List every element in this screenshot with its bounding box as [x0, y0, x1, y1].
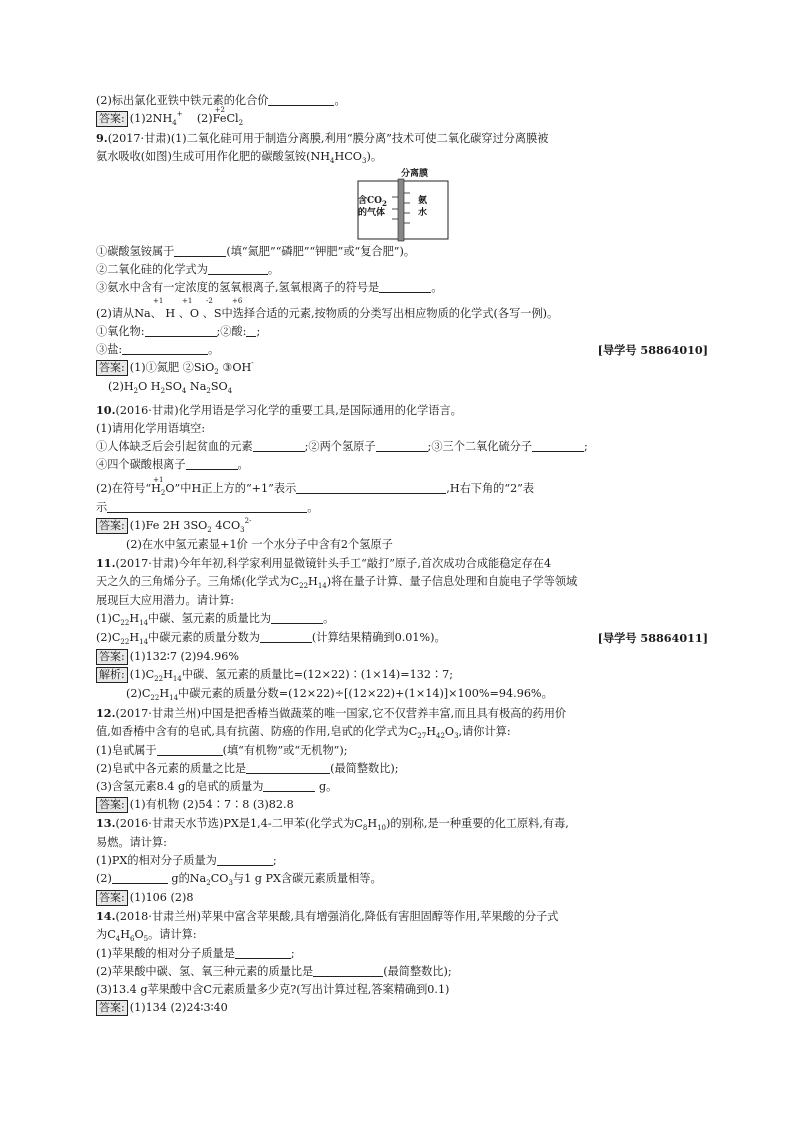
- question-9-2: [96, 261, 708, 279]
- question-14-3: [96, 981, 708, 999]
- subscript: 2: [206, 387, 211, 395]
- answer-text: Na: [186, 380, 207, 393]
- answer-blank[interactable]: [186, 457, 238, 470]
- explanation-label: 解析:: [96, 667, 128, 683]
- question-12-stem: [96, 704, 708, 723]
- question-text: (2016·甘肃天水节选)PX是1,4-二甲苯(化学式为C: [115, 817, 363, 830]
- question-text: 天之久的三角烯分子。三角烯(化学式为C: [96, 575, 300, 588]
- answer-line: [96, 106, 708, 129]
- question-text: ①人体缺乏后会引起贫血的元素: [96, 440, 253, 453]
- subscript: 2: [160, 387, 166, 395]
- reference-number: [导学号 58864011]: [597, 631, 708, 645]
- answer-text: (1)Fe 2H 3SO: [129, 519, 208, 532]
- question-14-1: [96, 945, 708, 963]
- question-9-stem: [96, 129, 708, 148]
- question-text: ;②酸:: [216, 325, 247, 338]
- valence-marks: [96, 297, 708, 305]
- answer-text: (1)106 (2)8: [129, 891, 194, 904]
- question-11-stem-cont: [96, 573, 708, 592]
- answer-text: (2)H: [108, 380, 134, 393]
- question-10-stem: [96, 401, 708, 420]
- question-text: ;: [272, 854, 277, 867]
- question-text: CO: [210, 872, 229, 885]
- answer-label: 答案:: [96, 890, 128, 906]
- question-text: (1)苹果酸的相对分子质量是: [96, 947, 235, 960]
- subscript: 4: [115, 935, 121, 943]
- answer-blank[interactable]: [217, 853, 273, 866]
- answer-text: (2): [196, 112, 213, 125]
- question-text: H: [129, 612, 140, 625]
- question-13-stem-cont: [96, 834, 708, 852]
- figure-left-label: [358, 195, 387, 219]
- subscript: 22: [154, 675, 164, 683]
- question-text: ④四个碳酸根离子: [96, 458, 186, 471]
- question-text: (2017·甘肃)今年年初,科学家利用显微镜针头手工“敲打”原子,首次成功合成能稳定存在4: [115, 557, 552, 570]
- question-14-stem: [96, 907, 708, 926]
- question-text: (1)PX的相对分子质量为: [96, 854, 217, 867]
- figure-right-text: 水: [418, 208, 428, 218]
- explanation-text: (2)C: [126, 687, 151, 700]
- subscript: 14: [139, 619, 149, 627]
- answer-label: 答案:: [96, 518, 128, 534]
- question-text: O: [134, 928, 144, 941]
- answer-label: 答案:: [96, 360, 128, 376]
- question-text: (1)请用化学用语填空:: [96, 422, 206, 435]
- subscript: 14: [172, 675, 182, 683]
- question-text: g的Na: [167, 872, 207, 885]
- question-text: )。: [366, 150, 383, 163]
- question-11-1: [96, 610, 708, 629]
- question-text: ,H右下角的“2”表: [446, 482, 535, 495]
- answer-blank[interactable]: [376, 439, 428, 452]
- question-text: ③氨水中含有一定浓度的氢氧根离子,氢氧根离子的符号是: [96, 281, 380, 294]
- worksheet-page: [96, 92, 708, 1017]
- question-text: 与1 g PX含碳元素质量相等。: [232, 872, 382, 885]
- answer-label: 答案:: [96, 1000, 128, 1016]
- question-text: H: [151, 482, 161, 495]
- question-text: 。: [237, 458, 249, 471]
- subscript: 2: [160, 489, 166, 497]
- question-text: ①碳酸氢铵属于: [96, 245, 175, 258]
- question-text: H: [120, 928, 130, 941]
- question-text: ③盐:: [96, 343, 123, 356]
- question-text: (最简整数比);: [330, 762, 399, 775]
- membrane-diagram: [96, 167, 708, 243]
- answer-text: (1)132∶7 (2)94.96%: [129, 650, 240, 663]
- answer-blank[interactable]: [253, 439, 305, 452]
- question-text: (2)请从Na、 H 、O 、S中选择合适的元素,按物质的分类写出相应物质的化学式(各写一例)。: [96, 307, 559, 320]
- subscript: 2: [214, 368, 219, 376]
- question-number: 9.: [96, 131, 108, 145]
- answer-line-cont: [96, 536, 708, 554]
- answer-blank[interactable]: [157, 743, 223, 756]
- valence-formula: [151, 476, 164, 498]
- question-text: (1)C: [96, 612, 121, 625]
- question-9-6: [96, 341, 708, 359]
- answer-blank[interactable]: [208, 262, 268, 275]
- question-12-2: [96, 760, 708, 778]
- subscript: 14: [317, 582, 327, 590]
- question-10-5: [96, 499, 708, 517]
- answer-text: O H: [138, 380, 161, 393]
- question-text: 。: [323, 612, 335, 625]
- answer-blank[interactable]: [235, 946, 291, 959]
- question-13-stem: [96, 814, 708, 834]
- explanation-line: [96, 666, 708, 685]
- question-text: )的别称,是一种重要的化工原料,有毒,: [386, 817, 569, 830]
- subscript: 2: [206, 879, 211, 887]
- subscript: 8: [362, 824, 368, 832]
- answer-blank[interactable]: [271, 611, 323, 624]
- answer-text: (2)在水中氢元素显+1价 一个水分子中含有2个氢原子: [126, 538, 393, 551]
- subscript: 10: [377, 824, 386, 832]
- answer-blank[interactable]: [145, 324, 217, 337]
- question-text: 。: [307, 501, 319, 514]
- question-9-5: [96, 323, 708, 341]
- figure-title: 分离膜: [401, 169, 429, 179]
- question-text: (最简整数比);: [383, 965, 452, 978]
- question-11-stem-cont2: [96, 592, 708, 610]
- answer-text: FeCl: [212, 112, 239, 125]
- question-text: 。请计算:: [148, 928, 197, 941]
- explanation-text: 中碳元素的质量分数=(12×22)÷[(12×22)+(1×14)]×100%=94.96%。: [178, 687, 553, 700]
- explanation-line-cont: [96, 685, 708, 704]
- subscript: 5: [143, 935, 149, 943]
- answer-text: 4CO: [211, 519, 241, 532]
- question-10-1: [96, 420, 708, 438]
- question-text: (2)标出氯化亚铁中铁元素的化合价: [96, 94, 269, 107]
- question-line: [96, 92, 708, 110]
- explanation-text: H: [163, 668, 173, 681]
- question-text: (计算结果精确到0.01%)。: [311, 631, 446, 644]
- answer-label: 答案:: [96, 111, 128, 127]
- answer-blank[interactable]: [268, 93, 334, 106]
- question-text: ①氧化物:: [96, 325, 145, 338]
- answer-line: [96, 517, 708, 536]
- answer-line-cont: [96, 378, 708, 397]
- question-text: (2)苹果酸中碳、氢、氧三种元素的质量比是: [96, 965, 314, 978]
- subscript: 27: [417, 732, 427, 740]
- answer-text: (1)有机物 (2)54∶7∶8 (3)82.8: [129, 798, 294, 811]
- answer-line: [96, 648, 708, 666]
- question-text: (2017·甘肃兰州)中国是把香椿当做蔬菜的唯一国家,它不仅营养丰富,而且具有极高的药用价: [115, 707, 567, 720]
- question-number: 14.: [96, 909, 116, 923]
- valence-mark: +2: [214, 106, 225, 114]
- explanation-text: 中碳、氢元素的质量比=(12×22)∶(1×14)=132∶7;: [181, 668, 454, 681]
- subscript: 2: [238, 119, 244, 127]
- subscript: 4: [227, 387, 233, 395]
- answer-blank[interactable]: [122, 342, 208, 355]
- answer-blank[interactable]: [296, 481, 446, 494]
- answer-line: [96, 999, 708, 1017]
- question-9-4: [96, 305, 708, 323]
- subscript: 14: [139, 638, 149, 646]
- question-10-4: [96, 476, 708, 499]
- question-text: ;: [290, 947, 295, 960]
- question-text: HCO: [334, 150, 362, 163]
- answer-blank[interactable]: [107, 500, 307, 513]
- answer-blank[interactable]: [174, 244, 226, 257]
- subscript: 2: [382, 199, 387, 208]
- question-text: H: [308, 575, 318, 588]
- question-number: 10.: [96, 403, 116, 417]
- question-text: (1)皂甙属于: [96, 744, 157, 757]
- subscript: 4: [181, 387, 187, 395]
- explanation-text: (1)C: [129, 668, 155, 681]
- question-text: (2016·甘肃)化学用语是学习化学的重要工具,是国际通用的化学语言。: [115, 404, 462, 417]
- reference-number: [导学号 58864010]: [597, 343, 708, 357]
- answer-text: ③OH: [218, 361, 252, 374]
- question-text: 中碳、氢元素的质量比为: [148, 612, 272, 625]
- question-text: H: [129, 631, 140, 644]
- subscript: 42: [435, 732, 445, 740]
- answer-text: (1)134 (2)24∶3∶40: [129, 1001, 228, 1014]
- superscript: +: [176, 110, 183, 118]
- answer-blank[interactable]: [246, 324, 256, 337]
- question-text: (2)在符号“: [96, 482, 152, 495]
- figure-right-text: 氨: [418, 196, 428, 206]
- question-12-3: [96, 778, 708, 796]
- question-text: H: [426, 725, 436, 738]
- question-9-3: [96, 279, 708, 297]
- question-text: (2)C: [96, 631, 121, 644]
- figure-left-text: 含CO: [358, 196, 383, 206]
- question-text: O: [444, 725, 455, 738]
- figure-left-text: 的气体: [358, 208, 386, 218]
- question-text: ②二氧化硅的化学式为: [96, 263, 208, 276]
- question-text: 值,如香椿中含有的皂甙,具有抗菌、防癌的作用,皂甙的化学式为C: [96, 725, 418, 738]
- question-text: (填“有机物”或“无机物”);: [222, 744, 348, 757]
- question-number: 12.: [96, 706, 116, 720]
- question-9-1: [96, 243, 708, 261]
- question-text: ;②两个氢原子: [304, 440, 376, 453]
- question-text: ;: [584, 440, 588, 453]
- subscript: 3: [228, 879, 233, 887]
- question-text: ;③三个二氧化硫分子: [427, 440, 533, 453]
- question-text: (2018·甘肃兰州)苹果中富含苹果酸,具有增强消化,降低有害胆固醇等作用,苹果酸的分子式: [115, 910, 559, 923]
- question-text: 示: [96, 501, 108, 514]
- subscript: 22: [120, 638, 130, 646]
- question-11-stem: [96, 554, 708, 573]
- answer-blank[interactable]: [532, 439, 584, 452]
- figure-right-label: [418, 195, 427, 219]
- question-text: 。: [431, 281, 443, 294]
- question-14-stem-cont: [96, 926, 708, 945]
- question-text: (3)含氢元素8.4 g的皂甙的质量为: [96, 780, 264, 793]
- subscript: 4: [172, 119, 177, 127]
- membrane-bar: [398, 179, 404, 241]
- answer-blank[interactable]: [313, 964, 383, 977]
- question-text: )将在量子计算、量子信息处理和自旋电子学等领域: [326, 575, 578, 588]
- subscript: 2: [207, 526, 212, 534]
- answer-line: [96, 889, 708, 907]
- subscript: 3: [240, 526, 245, 534]
- question-text: (2): [96, 872, 112, 885]
- question-number: 11.: [96, 556, 116, 570]
- question-12-1: [96, 742, 708, 760]
- valence-formula: [212, 106, 239, 128]
- question-text: 。: [267, 263, 280, 276]
- question-text: 展现巨大应用潜力。请计算:: [96, 594, 235, 607]
- answer-text: (1)2NH: [129, 112, 173, 125]
- answer-line: [96, 796, 708, 814]
- answer-text: (1)①氮肥 ②SiO: [129, 361, 215, 374]
- subscript: 22: [299, 582, 309, 590]
- question-13-1: [96, 852, 708, 870]
- subscript: 3: [361, 157, 367, 165]
- answer-blank[interactable]: [246, 761, 330, 774]
- question-text: 中碳元素的质量分数为: [148, 631, 260, 644]
- subscript: 3: [454, 732, 459, 740]
- question-text: (填“氮肥”“磷肥”“钾肥”或“复合肥”)。: [226, 245, 416, 258]
- valence-mark: +1: [153, 297, 164, 305]
- question-10-2: [96, 438, 708, 456]
- valence-mark: +6: [232, 297, 243, 305]
- question-text: ;: [256, 325, 261, 338]
- question-text: O”中H正上方的“+1”表示: [165, 482, 297, 495]
- subscript: 22: [150, 694, 160, 702]
- question-text: 为C: [96, 928, 116, 941]
- question-14-2: [96, 963, 708, 981]
- valence-mark: +1: [182, 297, 193, 305]
- question-11-2: [96, 629, 708, 648]
- subscript: 4: [330, 157, 335, 165]
- question-13-2: [96, 870, 708, 889]
- answer-label: 答案:: [96, 649, 128, 665]
- question-text: 易燃。请计算:: [96, 836, 167, 849]
- superscript: 2-: [244, 517, 252, 525]
- answer-text: SO: [165, 380, 182, 393]
- subscript: 2: [133, 387, 139, 395]
- question-10-3: [96, 456, 708, 474]
- subscript: 22: [120, 619, 130, 627]
- question-text: 。: [208, 343, 220, 356]
- question-text: ,请你计算:: [458, 725, 511, 738]
- valence-mark: +1: [153, 476, 164, 484]
- answer-blank[interactable]: [379, 280, 431, 293]
- question-text: (3)13.4 g苹果酸中含C元素质量多少克?(写出计算过程,答案精确到0.1): [96, 983, 450, 996]
- question-text: (2)皂甙中各元素的质量之比是: [96, 762, 247, 775]
- valence-mark: -2: [206, 297, 213, 305]
- subscript: 6: [129, 935, 135, 943]
- question-number: 13.: [96, 816, 116, 830]
- question-12-stem-cont: [96, 723, 708, 742]
- question-text: (2017·甘肃)(1)二氧化硅可用于制造分离膜,利用“膜分离”技术可使二氧化碳穿过分离膜被: [107, 132, 549, 145]
- answer-line: [96, 359, 708, 378]
- question-text: g。: [315, 780, 338, 793]
- question-text: 。: [334, 94, 346, 107]
- answer-blank[interactable]: [260, 630, 312, 643]
- answer-label: 答案:: [96, 797, 128, 813]
- answer-text: SO: [210, 380, 228, 393]
- question-text: 氨水吸收(如图)生成可用作化肥的碳酸氢铵(NH: [96, 150, 331, 163]
- answer-blank[interactable]: [263, 779, 315, 792]
- superscript: -: [251, 359, 254, 367]
- explanation-text: H: [159, 687, 170, 700]
- question-text: H: [367, 817, 378, 830]
- subscript: 14: [169, 694, 179, 702]
- answer-blank[interactable]: [112, 871, 168, 884]
